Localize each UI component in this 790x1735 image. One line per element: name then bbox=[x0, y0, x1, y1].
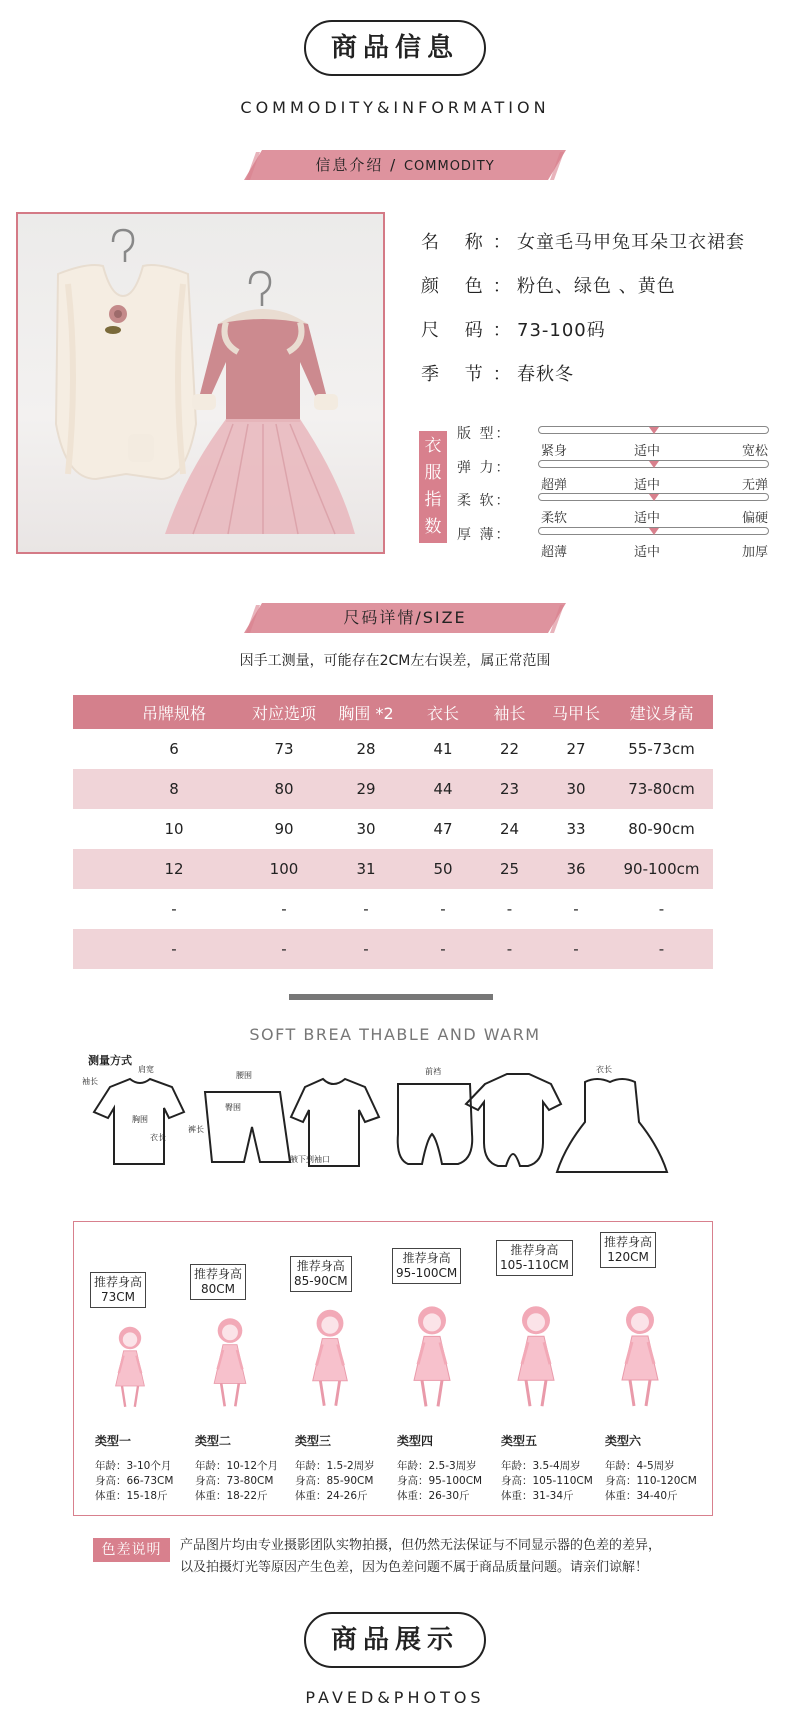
measure-title: 测量方式 bbox=[88, 1054, 132, 1067]
height-detail-body: 身高：85-90CM bbox=[295, 1475, 374, 1487]
measure-diagrams bbox=[80, 1062, 710, 1182]
table-cell: 80 bbox=[274, 780, 294, 798]
footer-title: 商品展示 bbox=[330, 1625, 459, 1655]
header-cell: 吊牌规格 bbox=[141, 703, 206, 723]
index-label: 弹 力： bbox=[457, 460, 512, 476]
girl-figure-icon bbox=[300, 1304, 360, 1410]
index-marker bbox=[649, 494, 659, 501]
table-cell: 24 bbox=[499, 820, 520, 838]
height-tag bbox=[496, 1240, 573, 1276]
ribbon-size bbox=[244, 603, 566, 633]
measure-label-length: 衣长 bbox=[150, 1133, 166, 1142]
measure-label-waist: 腰围 bbox=[236, 1071, 252, 1080]
table-cell: 90 bbox=[274, 820, 294, 838]
height-tag-value: 73CM bbox=[101, 1290, 136, 1304]
index-option: 适中 bbox=[634, 511, 661, 526]
color-diff-tag: 色差说明 bbox=[93, 1538, 170, 1562]
info-row-name bbox=[421, 228, 745, 254]
height-tag bbox=[600, 1232, 656, 1268]
height-type: 类型六 bbox=[605, 1434, 642, 1448]
girl-figure-icon bbox=[200, 1313, 260, 1410]
height-detail-age: 年龄：10-12个月 bbox=[195, 1460, 279, 1472]
index-tag-char: 衣 bbox=[424, 436, 442, 456]
table-cell: 80-90cm bbox=[628, 820, 695, 838]
girl-figure-icon bbox=[100, 1322, 160, 1410]
index-option: 适中 bbox=[634, 444, 661, 459]
info-value: 粉色、绿色 、黄色 bbox=[517, 276, 676, 297]
height-type: 类型五 bbox=[501, 1434, 538, 1448]
table-cell: 6 bbox=[169, 740, 179, 758]
header-cell: 胸围 *2 bbox=[338, 703, 394, 723]
product-illustration bbox=[18, 214, 385, 554]
table-cell: 8 bbox=[169, 780, 179, 798]
girl-figure-icon bbox=[610, 1278, 670, 1410]
table-cell: 25 bbox=[499, 860, 520, 878]
height-tag-label: 推荐身高 bbox=[510, 1243, 559, 1257]
height-tag-value: 105-110CM bbox=[500, 1258, 569, 1272]
measure-label-sleeve: 袖长 bbox=[82, 1077, 98, 1086]
index-marker bbox=[649, 427, 659, 434]
height-tag-label: 推荐身高 bbox=[402, 1251, 451, 1265]
girl-figure-icon bbox=[506, 1287, 566, 1410]
table-row bbox=[73, 889, 713, 929]
index-tag-char: 服 bbox=[424, 463, 442, 483]
height-detail-age: 年龄：2.5-3周岁 bbox=[397, 1460, 477, 1472]
height-detail-weight: 体重：26-30斤 bbox=[397, 1490, 470, 1502]
measure-label-clothes-len: 衣长 bbox=[596, 1065, 612, 1074]
table-cell: - bbox=[171, 900, 177, 918]
height-tag-value: 95-100CM bbox=[396, 1266, 458, 1280]
size-note: 因手工测量，可能存在2CM左右误差，属正常范围 bbox=[239, 653, 551, 669]
height-tag bbox=[90, 1272, 146, 1308]
height-tag-label: 推荐身高 bbox=[194, 1267, 243, 1281]
height-tag-value: 85-90CM bbox=[294, 1274, 348, 1288]
index-tag-char: 指 bbox=[424, 490, 442, 510]
table-cell: - bbox=[573, 940, 579, 958]
index-marker bbox=[649, 528, 659, 535]
height-detail-weight: 体重：24-26斤 bbox=[295, 1490, 368, 1502]
info-key: 名 称： bbox=[421, 232, 521, 253]
header-cell: 建议身高 bbox=[629, 703, 694, 723]
measure-label-hip: 臀围 bbox=[225, 1103, 241, 1112]
table-cell: - bbox=[440, 900, 446, 918]
ribbon-sep: / bbox=[415, 608, 423, 627]
height-tag-label: 推荐身高 bbox=[296, 1259, 345, 1273]
height-detail-body: 身高：105-110CM bbox=[501, 1475, 593, 1487]
index-label: 厚 薄： bbox=[457, 527, 512, 543]
info-row-size bbox=[421, 316, 606, 342]
table-cell: 90-100cm bbox=[623, 860, 700, 878]
table-cell: 50 bbox=[433, 860, 453, 878]
height-type: 类型三 bbox=[295, 1434, 332, 1448]
ribbon-en: SIZE bbox=[422, 608, 467, 627]
height-detail-body: 身高：73-80CM bbox=[195, 1475, 274, 1487]
size-table-header bbox=[73, 695, 713, 729]
table-cell: 55-73cm bbox=[628, 740, 695, 758]
table-cell: 44 bbox=[433, 780, 453, 798]
measure-label-shoulder: 肩宽 bbox=[138, 1065, 154, 1074]
clothing-index-tag bbox=[419, 431, 447, 543]
info-key: 尺 码： bbox=[421, 320, 521, 341]
table-cell: - bbox=[658, 940, 665, 958]
measure-label-armpit: 腋下到袖口 bbox=[290, 1155, 330, 1164]
table-cell: 36 bbox=[566, 860, 586, 878]
ribbon-commodity bbox=[244, 150, 566, 180]
table-cell: 22 bbox=[499, 740, 520, 758]
height-detail-age: 年龄：3.5-4周岁 bbox=[501, 1460, 581, 1472]
table-cell: - bbox=[506, 900, 513, 918]
table-cell: 30 bbox=[356, 820, 376, 838]
height-detail-weight: 体重：31-34斤 bbox=[501, 1490, 574, 1502]
table-cell: - bbox=[363, 900, 369, 918]
header-cell: 对应选项 bbox=[251, 703, 316, 723]
measure-label-pants-length: 裤长 bbox=[188, 1125, 204, 1134]
height-detail-age: 年龄：4-5周岁 bbox=[605, 1460, 675, 1472]
table-row bbox=[73, 729, 713, 769]
footer-title-pill bbox=[304, 1612, 486, 1668]
table-row bbox=[73, 769, 713, 809]
height-tag bbox=[190, 1264, 246, 1300]
height-detail-weight: 体重：18-22斤 bbox=[195, 1490, 268, 1502]
index-option: 超薄 bbox=[541, 545, 568, 560]
table-cell: 29 bbox=[356, 780, 376, 798]
height-tag-label: 推荐身高 bbox=[604, 1235, 653, 1249]
index-option: 紧身 bbox=[541, 444, 568, 459]
table-cell: 73 bbox=[274, 740, 294, 758]
section-title-pill bbox=[304, 20, 486, 76]
table-cell: - bbox=[506, 940, 513, 958]
index-option: 加厚 bbox=[742, 545, 769, 560]
section-subtitle: COMMODITY&INFORMATION bbox=[240, 98, 550, 117]
girl-figure-icon bbox=[402, 1296, 462, 1410]
product-photo bbox=[16, 212, 385, 554]
info-value: 73-100码 bbox=[517, 320, 606, 341]
table-cell: 23 bbox=[499, 780, 520, 798]
table-cell: 47 bbox=[433, 820, 453, 838]
height-detail-age: 年龄：1.5-2周岁 bbox=[295, 1460, 375, 1472]
info-value: 女童毛马甲兔耳朵卫衣裙套 bbox=[517, 232, 745, 253]
header-cell: 衣长 bbox=[426, 703, 459, 723]
table-row bbox=[73, 929, 713, 969]
index-label: 版 型： bbox=[457, 426, 512, 442]
soft-caption: SOFT BREA THABLE AND WARM bbox=[249, 1025, 541, 1044]
table-cell: 27 bbox=[566, 740, 586, 758]
info-value: 春秋冬 bbox=[517, 364, 574, 385]
info-row-season bbox=[421, 360, 574, 386]
size-table bbox=[73, 695, 713, 969]
info-row-color bbox=[421, 272, 676, 298]
ribbon-cn: 信息介绍 bbox=[315, 156, 384, 174]
ribbon-sep: / bbox=[383, 156, 404, 174]
index-option: 适中 bbox=[634, 545, 661, 560]
index-tag-char: 数 bbox=[424, 517, 442, 537]
index-option: 宽松 bbox=[742, 444, 769, 459]
height-tag-label: 推荐身高 bbox=[94, 1275, 143, 1289]
table-cell: - bbox=[363, 940, 369, 958]
disclaimer-line-2: 以及拍摄灯光等原因产生色差，因为色差问题不属于商品质量问题。请亲们谅解！ bbox=[180, 1560, 649, 1575]
height-detail-body: 身高：110-120CM bbox=[605, 1475, 697, 1487]
height-tag bbox=[290, 1256, 352, 1292]
height-type: 类型一 bbox=[95, 1434, 132, 1448]
height-detail-body: 身高：66-73CM bbox=[95, 1475, 174, 1487]
header-cell: 马甲长 bbox=[551, 703, 600, 723]
index-option: 超弹 bbox=[541, 478, 568, 493]
table-cell: - bbox=[281, 900, 287, 918]
table-cell: 41 bbox=[433, 740, 453, 758]
height-recommendations bbox=[73, 1221, 713, 1516]
measure-label-chest: 胸围 bbox=[132, 1115, 148, 1124]
divider-bar bbox=[289, 994, 493, 1000]
index-option: 无弹 bbox=[742, 478, 769, 493]
info-key: 季 节： bbox=[421, 364, 521, 385]
index-marker bbox=[649, 461, 659, 468]
table-cell: - bbox=[658, 900, 665, 918]
ribbon-en: COMMODITY bbox=[403, 159, 495, 174]
index-option: 偏硬 bbox=[742, 511, 769, 526]
table-cell: - bbox=[171, 940, 177, 958]
table-cell: 100 bbox=[269, 860, 299, 878]
info-key: 颜 色： bbox=[421, 276, 521, 297]
height-detail-weight: 体重：34-40斤 bbox=[605, 1490, 678, 1502]
index-label: 柔 软： bbox=[457, 493, 512, 509]
disclaimer-line-1: 产品图片均由专业摄影团队实物拍摄，但仍然无法保证与不同显示器的色差的差异， bbox=[180, 1538, 662, 1553]
table-cell: - bbox=[440, 940, 446, 958]
table-cell: 31 bbox=[356, 860, 376, 878]
table-cell: - bbox=[573, 900, 579, 918]
table-cell: - bbox=[281, 940, 287, 958]
height-detail-body: 身高：95-100CM bbox=[397, 1475, 483, 1487]
table-row bbox=[73, 849, 713, 889]
measure-label-crotch: 前裆 bbox=[425, 1067, 441, 1076]
index-option: 柔软 bbox=[541, 511, 568, 526]
table-cell: 10 bbox=[164, 820, 184, 838]
height-tag bbox=[392, 1248, 461, 1284]
height-type: 类型四 bbox=[397, 1434, 434, 1448]
height-tag-value: 80CM bbox=[201, 1282, 236, 1296]
height-detail-weight: 体重：15-18斤 bbox=[95, 1490, 168, 1502]
section-title: 商品信息 bbox=[330, 33, 459, 63]
table-row bbox=[73, 809, 713, 849]
header-cell: 袖长 bbox=[493, 703, 526, 723]
height-type: 类型二 bbox=[195, 1434, 232, 1448]
ribbon-cn: 尺码详情 bbox=[343, 608, 416, 627]
height-detail-age: 年龄：3-10个月 bbox=[95, 1460, 172, 1472]
table-cell: 30 bbox=[566, 780, 586, 798]
height-tag-value: 120CM bbox=[607, 1250, 649, 1264]
table-cell: 28 bbox=[356, 740, 376, 758]
table-cell: 73-80cm bbox=[628, 780, 695, 798]
table-cell: 33 bbox=[566, 820, 586, 838]
footer-subtitle: PAVED&PHOTOS bbox=[305, 1688, 485, 1707]
table-cell: 12 bbox=[164, 860, 184, 878]
index-option: 适中 bbox=[634, 478, 661, 493]
